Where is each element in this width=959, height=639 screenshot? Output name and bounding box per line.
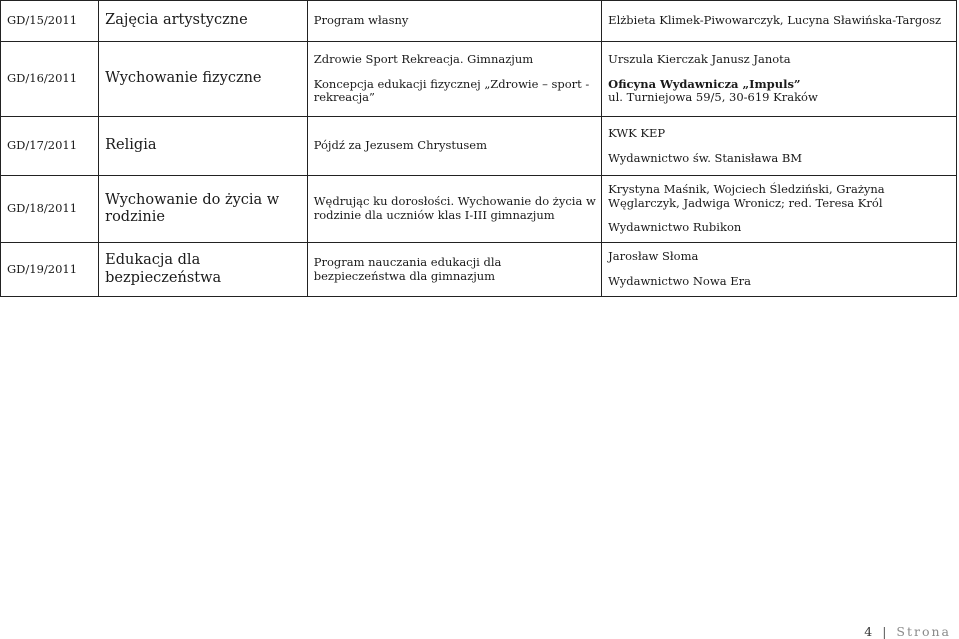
author-line: Jarosław Słoma	[608, 249, 699, 264]
subject-name: Wychowanie do życia w rodzinie	[99, 176, 308, 243]
authors-publisher	[602, 176, 957, 243]
program-line: Zdrowie Sport Rekreacja. Gimnazjum	[313, 51, 534, 66]
program-code: GD/18/2011	[1, 176, 99, 243]
author-line: Krystyna Maśnik, Wojciech Śledziński, Grażyna Węglarczyk, Jadwiga Wronicz; red. Teresa Król	[608, 181, 885, 210]
publisher-name: Wydawnictwo Nowa Era	[608, 274, 751, 288]
table-row	[1, 243, 957, 297]
program-title	[307, 117, 601, 176]
table-row	[1, 42, 957, 117]
authors-publisher	[602, 1, 957, 42]
program-code: GD/17/2011	[1, 117, 99, 176]
subject-name: Edukacja dla bezpieczeństwa	[99, 243, 308, 297]
program-line: Koncepcja edukacji fizycznej „Zdrowie – sport - rekreacja”	[313, 76, 590, 105]
page-label: Strona	[896, 624, 951, 639]
subject-name: Religia	[99, 117, 308, 176]
author-line: Elżbieta Klimek-Piwowarczyk, Lucyna Sławińska-Targosz	[608, 13, 942, 28]
authors-publisher	[602, 117, 957, 176]
publisher-name: Wydawnictwo św. Stanisława BM	[608, 150, 803, 165]
program-code: GD/15/2011	[1, 1, 99, 42]
curriculum-table	[0, 0, 957, 297]
publisher-name: Oficyna Wydawnicza „Impuls”	[608, 76, 801, 91]
program-line: Pójdź za Jezusem Chrystusem	[313, 138, 488, 153]
subject-name: Wychowanie fizyczne	[99, 42, 308, 117]
author-line: KWK KEP	[608, 125, 666, 140]
table-row	[1, 1, 957, 42]
table-row	[1, 117, 957, 176]
author-line: Urszula Kierczak Janusz Janota	[608, 51, 791, 66]
page-number: 4	[864, 624, 875, 639]
program-title	[307, 1, 601, 42]
footer-separator: |	[882, 624, 889, 639]
program-line: Program nauczania edukacji dla bezpieczeństwa dla gimnazjum	[313, 254, 502, 283]
program-code: GD/16/2011	[1, 42, 99, 117]
program-title	[307, 176, 601, 243]
program-code: GD/19/2011	[1, 243, 99, 297]
publisher-name: Wydawnictwo Rubikon	[608, 220, 742, 235]
program-line: Wędrując ku dorosłości. Wychowanie do życia w rodzinie dla uczniów klas I-III gimnazjum	[313, 194, 596, 222]
authors-publisher	[602, 243, 957, 297]
publisher-address: ul. Turniejowa 59/5, 30-619 Kraków	[608, 90, 818, 105]
subject-name: Zajęcia artystyczne	[99, 1, 308, 42]
authors-publisher	[602, 42, 957, 117]
program-line: Program własny	[313, 13, 409, 28]
program-title	[307, 243, 601, 297]
program-title	[307, 42, 601, 117]
table-row	[1, 176, 957, 243]
